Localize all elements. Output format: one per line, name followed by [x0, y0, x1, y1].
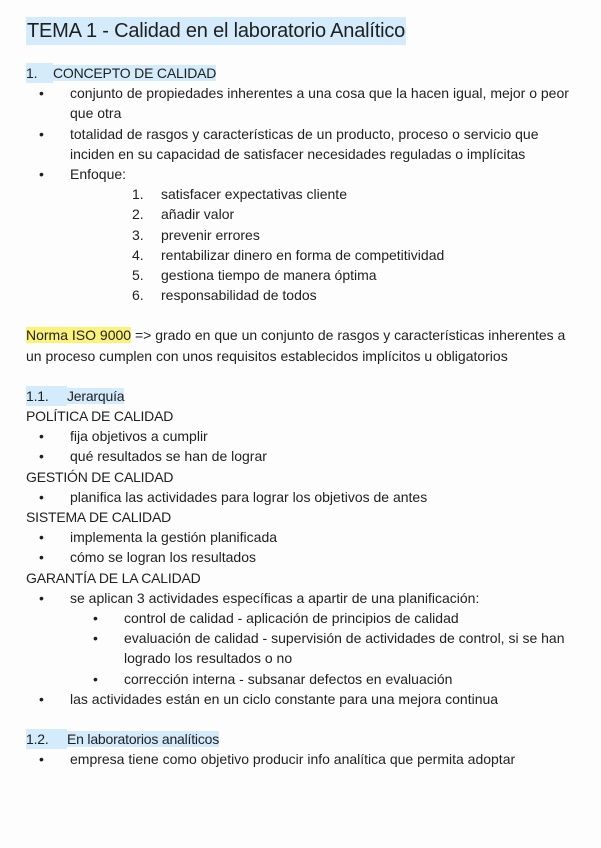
- item-text: satisfacer expectativas cliente: [161, 186, 347, 203]
- enfoque-list: [26, 184, 575, 305]
- item-number: 3.: [132, 226, 144, 243]
- section-1-1-number: 1.1.: [26, 386, 67, 406]
- politica-list: [26, 426, 575, 466]
- item-number: 6.: [132, 287, 144, 304]
- section-1-2-heading: [26, 729, 575, 749]
- section-1-heading: [26, 63, 575, 83]
- list-item: • conjunto de propiedades inherentes a una cosa que la hacen igual, mejor o peor que otra: [26, 83, 575, 123]
- list-item: • se aplican 3 actividades específicas a apartir de una planificación:: [26, 588, 575, 608]
- list-item: • qué resultados se han de lograr: [26, 446, 575, 466]
- item-text: rentabilizar dinero en forma de competitividad: [161, 246, 445, 263]
- section-1-1-title: Jerarquía: [67, 387, 125, 404]
- item-text: responsabilidad de todos: [161, 287, 317, 304]
- section-1-2-title: En laboratorios analíticos: [67, 731, 219, 748]
- list-item: • Enfoque:: [26, 164, 575, 184]
- norma-iso-label: Norma ISO 9000: [26, 327, 132, 344]
- page-title: TEMA 1 - Calidad en el laboratorio Analítico: [26, 17, 406, 45]
- enfoque-item: [26, 225, 575, 245]
- norma-iso-text: => grado en que un conjunto de rasgos y características inherentes a un proceso cumplen con unos requisitos establecidos implícitos u obligatorios: [26, 327, 566, 364]
- sub-list-item: • corrección interna - subsanar defectos en evaluación: [26, 669, 575, 689]
- section-1-list: [26, 83, 575, 184]
- list-item: • planifica las actividades para lograr los objetivos de antes: [26, 487, 575, 507]
- list-item: • cómo se logran los resultados: [26, 547, 575, 567]
- list-item: • empresa tiene como objetivo producir info analítica que permita adoptar: [26, 749, 575, 769]
- item-number: 2.: [132, 206, 144, 223]
- section-1-title: CONCEPTO DE CALIDAD: [53, 65, 217, 81]
- list-item: • totalidad de rasgos y características de un producto, proceso o servicio que inciden en su capacidad de satisfacer necesidades reguladas o implícitas: [26, 124, 575, 164]
- sub-list-item: • evaluación de calidad - supervisión de actividades de control, si se han logrado los resultados o no: [26, 628, 575, 668]
- enfoque-item: [26, 184, 575, 204]
- norma-iso-paragraph: [26, 325, 575, 365]
- sub-list-item: • control de calidad - aplicación de principios de calidad: [26, 608, 575, 628]
- enfoque-item: [26, 204, 575, 224]
- enfoque-item: [26, 265, 575, 285]
- garantia-list: [26, 588, 575, 709]
- item-text: prevenir errores: [161, 226, 260, 243]
- enfoque-item: [26, 285, 575, 305]
- item-text: gestiona tiempo de manera óptima: [161, 267, 377, 284]
- section-1-number: 1.: [26, 63, 53, 83]
- sistema-heading: SISTEMA DE CALIDAD: [26, 509, 171, 526]
- list-item: • las actividades están en un ciclo constante para una mejora continua: [26, 689, 575, 709]
- item-text: añadir valor: [161, 206, 235, 223]
- item-number: 5.: [132, 267, 144, 284]
- sistema-list: [26, 527, 575, 567]
- enfoque-item: [26, 245, 575, 265]
- section-1-1-heading: [26, 386, 575, 406]
- list-item: • fija objetivos a cumplir: [26, 426, 575, 446]
- item-number: 4.: [132, 246, 144, 263]
- item-number: 1.: [132, 186, 144, 203]
- section-1-2-list: [26, 749, 575, 769]
- politica-heading: POLÍTICA DE CALIDAD: [26, 408, 174, 425]
- section-1-2-number: 1.2.: [26, 729, 67, 749]
- gestion-heading: GESTIÓN DE CALIDAD: [26, 468, 174, 485]
- list-item: • implementa la gestión planificada: [26, 527, 575, 547]
- gestion-list: [26, 487, 575, 507]
- garantia-heading: GARANTÍA DE LA CALIDAD: [26, 569, 201, 586]
